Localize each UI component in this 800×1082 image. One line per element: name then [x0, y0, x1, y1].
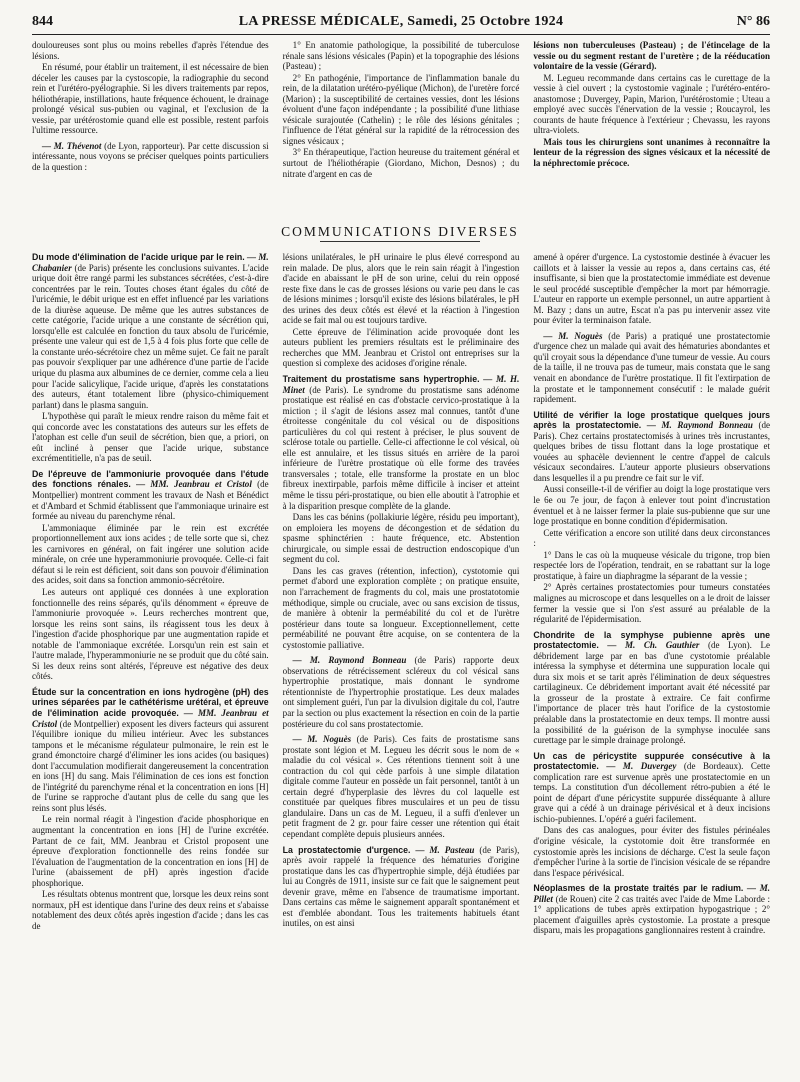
- paragraph: douloureuses sont plus ou moins rebelles d'après l'étendue des lésions.: [32, 40, 269, 61]
- paragraph: 3° En thérapeutique, l'action heureuse du traitement général et surtout de l'héliothérapie (Giordano, Michon, Desnos) ; du nitrate d'argent en cas de: [282, 147, 520, 179]
- journal-title: LA PRESSE MÉDICALE, Samedi, 25 Octobre 1924: [238, 14, 564, 29]
- article-title: Utilité de vérifier la loge prostatique quelques jours après la prostatectomie.: [533, 409, 771, 431]
- paragraph-text: (de Paris). Ces faits de prostatisme sans prostate sont légion et M. Legueu les décrit sous le nom de « maladie du col vésical ». Ces rétentions tiennent soit à une contraction du col qui cède parfois à une simple dilatation digitale comme l'auteur en possède un fait personnel, tantôt à un certain degré d'hyperplasie des lèvres du col laquelle est constituée par quelques fibres musculaires et un peu de tissu glandulaire. Dans un cas de M. Legueu, il a suffi d'enlever un petit fragment de 2 gr. pour faire cesser une rétention qui était cependant complète depuis plusieurs années.: [282, 734, 520, 839]
- paragraph: 2° En pathogénie, l'importance de l'inflammation banale du rein, de la dilatation urétéro-pyélique (Michon), de l'uretère forcé (Marion) ; la susceptibilité de certaines vessies, dont les lésions évoluent d'une façon indépendante ; la possibilité d'une lithiase vésicale surajoutée (Cathelin) ; le rôle des lésions génitales ; l'influence de l'état général sur la rapidité de la rétrocession des signes vésicaux ;: [282, 72, 520, 146]
- article-title: Étude sur la concentration en ions hydrogène (pH) des urines séparées par le cathétérisme urétéral, et épreuve de l'élimination acide provoquée.: [32, 686, 269, 718]
- article-title: Traitement du prostatisme sans hypertrophie.: [282, 374, 480, 385]
- article-title: Néoplasmes de la prostate traités par le radium.: [533, 883, 744, 894]
- author-name: — M. Noguès: [292, 734, 352, 745]
- paragraph: Cette vérification a encore son utilité dans deux circonstances :: [533, 527, 771, 549]
- communications: [32, 252, 770, 1078]
- author-name: — MM. Jeanbrau et Cristol: [32, 707, 269, 729]
- paragraph: Les auteurs ont appliqué ces données à une exploration fonctionnelle des reins séparés, qu'ils dénomment « épreuve de l'ammoniurie provoquée ». Leurs recherches montrent que, lorsque les reins sont sains, ils réagissent tous les deux à l'ingestion d'acide phosphorique par une augmentation rapide et notable de l'ammoniaque excrétée. Lorsqu'un rein est sain et l'autre malade, l'hyperammoniurie ne se produit que du côté sain. Si les deux reins sont altérés, l'épreuve est négative des deux côtés.: [32, 586, 269, 682]
- paragraph: Dans les cas bénins (pollakiurie légère, résidu peu important), on emploiera les moyens de décongestion et de sédation du spasme sphinctérien : haute fréquence, etc. Abstention chirurgicale, ou simple essai de destruction endoscopique d'un segment du col.: [282, 512, 520, 565]
- author-name: — M. Ch. Gauthier: [598, 640, 700, 651]
- paragraph-text: (de Paris). Le syndrome du prostatisme sans adénome prostatique est réalisé en cas d'obstacle cervico-prostatique à la miction ; il s'agit de lésions assez mal connues, tantôt d'une étroitesse congénitale du col vésical ou de dispositions particulières du col qui restent à préciser, le plus souvent de sclérose totale ou partielle. Celle-ci affectionne le col vésical, où elle est annulaire, et les tissus situés en arrière de la paroi inférieure de l'urètre prostatique où elle forme des travées transversales ; totale, elle transforme la prostate en un bloc fibreux inextirpable, parfois même difficile à inciser et atteint même le tissu péri-prostatique, ou bien elle aboutit à l'atrophie et à la disparition presque complète de la glande.: [282, 384, 520, 511]
- main-column-middle: [283, 252, 520, 1078]
- main-column-left: [32, 252, 269, 1078]
- author-name: — M. Raymond Bonneau: [641, 420, 753, 431]
- paragraph: En résumé, pour établir un traitement, il est nécessaire de bien déceler les causes par la cystoscopie, la radiographie du second rein et l'urétéro-pyélographie. Si les divers traitements par repos, héliothérapie, instillations, haute fréquence échouent, le drainage prolongé vésical sus-pubien ou vaginal, et l'exclusion de la vessie, par urétérostomie quand elle est possible, restent parfois l'ultime ressource.: [32, 62, 269, 136]
- paragraph: Dans les cas graves (rétention, infection), cystotomie qui permet d'abord une exploration complète ; on pratique ensuite, non l'arrachement de fragments du col, mais une prostatotomie méthodique, simple ou cruciale, avec ou sans excision de tissus, de manière à obtenir la perméabilité du col et de l'urètre postérieur dans toute sa longueur. Exceptionnellement, cette perméabilité ne pouvant être acquise, on se contentera de la cystostomie palliative.: [282, 565, 520, 650]
- issue-number: N° 86: [736, 14, 770, 29]
- paragraph: Les résultats obtenus montrent que, lorsque les deux reins sont normaux, pH est identique dans l'urine des deux reins et s'abaisse notablement des deux côtés après ingestion d'acide ; dans les cas de: [32, 889, 269, 931]
- top-column-1: [32, 40, 269, 218]
- paragraph-text: (de Rouen) cite 2 cas traités avec l'aide de Mme Laborde : 1° applications de tubes après extirpation hypogastrique ; 2° placement d'aiguilles après cystostomie. La prostate a presque disparu, mais les propagations ganglionnaires restent à craindre.: [533, 893, 771, 936]
- article-title: La prostatectomie d'urgence.: [282, 844, 411, 855]
- paragraph: L'hypothèse qui paraît le mieux rendre raison du même fait et qui concorde avec les constatations des auteurs sur les effets de l'atophan est celle d'un seuil de sécrétion, bien que, a priori, on eût incliné à penser que l'acide urique, substance excrémentitielle, n'a pas de seuil.: [32, 411, 269, 464]
- running-head: [32, 10, 770, 35]
- paragraph-text: (de Paris) présente les conclusions suivantes. L'acide urique doit être rangé parmi les substances sécrétées, c'est-à-dire concentrées par le rein. Toutes choses étant égales du côté de l'uricémie, le débit urique est en effet influencé par les variations de la diurèse aqueuse. De même que les autres substances de cette catégorie, l'acide urique a une constante de sécrétion qui, lorsqu'elle est calculée en fonction du taux absolu de l'uricémie, présente une valeur qui est de 1,5 à 4 fois plus forte que celle de la constante uréo-sécrétoire chez un même sujet. Ce fait ne paraît pas pouvoir s'expliquer par une adhérence d'une partie de l'acide urique du plasma aux albumines de ce dernier, comme cela a lieu pour l'acide salicylique, l'acide urique, d'après les constatations des auteurs, étant totalement libre (physico-chimiquement parlant) dans le plasma sanguin.: [32, 262, 269, 410]
- author-name: — M. Pillet: [533, 883, 771, 904]
- paragraph: Aussi conseille-t-il de vérifier au doigt la loge prostatique vers le 6e ou 7e jour, de façon à enlever tout point d'incrustation éventuel et à ne laisser fermer la plaie sus-pubienne que sur une loge prostatique en bonne condition d'épidermisation.: [533, 484, 771, 527]
- paragraph: 1° Dans le cas où la muqueuse vésicale du trigone, trop bien respectée lors de l'opération, tendrait, en se rabattant sur la loge prostatique, à faire un diaphragme la séparant de la vessie ;: [533, 549, 771, 581]
- author-name: — M. Pasteau: [410, 844, 475, 855]
- paragraph-text: (de Paris), après avoir rappelé la fréquence des hématuries d'origine prostatique dans les cas d'hypertrophie simple, déjà étudiées par lui au Congrès de 1911, insiste sur ce fait que le saignement peut devenir grave, même en l'absence de traumatisme important. Dans certains cas même le saignement apparaît spontanément et est d'emblée abondant. Tous les traitements habituels étant inutiles, on est ainsi: [282, 844, 520, 929]
- main-column-right: [533, 252, 770, 1078]
- paragraph: lésions non tuberculeuses (Pasteau) ; de l'étincelage de la vessie ou du segment restant de l'uretère ; de la rééducation volontaire de la vessie (Gérard).: [533, 40, 771, 72]
- section-divider: [320, 241, 480, 242]
- author-name: — M. Thévenot: [42, 140, 102, 151]
- author-name: — M. Raymond Bonneau: [292, 655, 407, 666]
- paragraph: M. Legueu recommande dans certains cas le curettage de la vessie à ciel ouvert ; la cystostomie vaginale ; l'urétéro-entéro-anastomose ; Duvergey, Papin, Marion, l'urétérostomie ; Uteau a employé avec succès l'énervation de la vessie ; Roucayrol, les courants de haute fréquence à l'extérieur ; Chevassu, les rayons ultra-violets.: [533, 72, 771, 136]
- author-name: — M. Noguès: [543, 330, 603, 341]
- article-title: Chondrite de la symphyse pubienne après une prostatectomie.: [533, 629, 771, 651]
- paragraph: 1° En anatomie pathologique, la possibilité de tuberculose rénale sans lésions vésicales (Papin) et la topographie des lésions (Pasteau) ;: [282, 40, 520, 72]
- article-title: De l'épreuve de l'ammoniurie provoquée dans l'étude des fonctions rénales.: [32, 468, 269, 490]
- section-title: COMMUNICATIONS DIVERSES: [281, 224, 519, 239]
- paragraph-text: (de Lyon, rapporteur). Par cette discussion si intéressante, nous voyons se préciser quelques points particuliers de la question :: [32, 140, 269, 173]
- paragraph: Mais tous les chirurgiens sont unanimes à reconnaître la lenteur de la régression des signes vésicaux et la nécessité de la néphrectomie précoce.: [533, 136, 771, 169]
- paragraph-text: (de Montpellier) montrent comment les travaux de Nash et Bénédict et d'Ambard et Schmid établissent que l'ammoniaque urinaire est formée au niveau du parenchyme rénal.: [32, 479, 269, 522]
- top-column-3: [533, 40, 770, 218]
- continued-discussion: [32, 40, 770, 218]
- paragraph-text: (de Lyon). Le débridement large par en bas d'une cystotomie préalable intéressa la symphyse et détermina une suppuration locale qui dura six mois et se tarit après l'élimination de deux séquestres cartilagineux. Ce débridement important avait été nécessité par la grosseur de la prostate à extraire. Ce fait confirme l'importance de placer très haut l'orifice de la cystostomie préalable dans la prostatectomie en deux temps. Il montre aussi la possibilité de la guérison de la symphyse inoculée sans curettage par le simple drainage prolongé.: [533, 640, 771, 746]
- author-name: — MM. Jeanbrau et Cristol: [130, 479, 252, 490]
- paragraph: L'ammoniaque éliminée par le rein est excrétée proportionnellement aux ions acides ; de telle sorte que si, chez les carnivores en général, on fait ingérer une solution acide minérale, on crée une hyperammoniurie provoquée. Celle-ci fait défaut si le rein est déficient, soit dans son pouvoir d'élimination des acides, soit dans sa fonction ammonio-sécrétoire.: [32, 522, 269, 586]
- paragraph: Le rein normal réagit à l'ingestion d'acide phosphorique en augmentant la concentration en ions [H] de l'urine excrétée. Partant de ce fait, MM. Jeanbrau et Cristol proposent une épreuve d'exploration fonctionnelle des reins fondée sur l'évaluation de l'augmentation de la concentration en ions [H] de l'urine (abaissement de pH) après ingestion d'acide phosphorique.: [32, 814, 269, 888]
- paragraph-text: (de Montpellier) exposent les divers facteurs qui assurent l'équilibre ionique du milieu intérieur. Avec les substances tampons et le mécanisme régulateur pulmonaire, le rein est le grand émonctoire chargé d'éliminer les ions acides (ou basiques) dont l'accumulation modifierait dangereusement la concentration en ions [H] du sang. Mais l'élimination de ces ions est fonction de l'intégrité du parenchyme rénal et la concentration en ions [H] de l'urine se rapproche d'autant plus de celle du sang que les reins sont plus lésés.: [32, 718, 269, 813]
- page-number: 844: [32, 14, 53, 29]
- article-title: Un cas de péricystite suppurée consécutive à la prostatectomie.: [533, 750, 771, 772]
- author-name: — M. Chabanier: [32, 252, 269, 273]
- paragraph: 2° Après certaines prostatectomies pour tumeurs constatées malignes au microscope et dans lesquelles on a le droit de laisser fermer la vessie que si l'on s'est assuré au préalable de la régularité de l'épidermisation.: [533, 582, 771, 625]
- paragraph-text: (de Paris). Chez certains prostatectomisés à urines très incrustantes, quelques bribes de tissu flottant dans la loge prostatique et vouées au sphacèle deviennent le centre d'appel de calculs vésicaux secondaires. L'auteur apporte plusieurs observations dans lesquelles il a pu prendre ce fait sur le vif.: [533, 420, 771, 483]
- paragraph: Cette épreuve de l'élimination acide provoquée dont les auteurs publient les premiers résultats est le préliminaire des recherches que MM. Jeanbrau et Cristol ont entreprises sur la question si complexe des acidoses d'origine rénale.: [282, 326, 520, 369]
- paragraph-text: (de Paris) a pratiqué une prostatectomie d'urgence chez un malade qui avait des hématuries abondantes et qu'il croyait sous la dépendance d'une tumeur de vessie. Au cours de la taille, il ne trouva pas de tumeur, mais constata que le sang venait en abondance de l'urètre prostatique. Il fit l'extirpation de la prostate et le tamponnement consécutif : le malade guérit rapidement.: [533, 330, 771, 405]
- author-name: — M. Duvergey: [598, 761, 677, 772]
- paragraph-text: (de Bordeaux). Cette complication rare est survenue après une prostatectomie en un temps. La constitution d'un décollement rétro-pubien a été le point de départ d'une péricystite suppurée disséquante à allure grave qui a cédé à un drainage périvésical et à deux incisions ischio-pubiennes. L'opéré a guéri facilement.: [533, 761, 771, 824]
- paragraph-text: (de Paris) rapporte deux observations de rétrécissement scléreux du col vésical sans hypertrophie prostatique, mais donnant le syndrome rétentionniste de l'hypertrophie prostatique. Les deux malades ont simplement guéri, l'un par la divulsion digitale du col, l'autre par la section ou plus exactement la résection en coin de la partie postérieure du col sans prostatectomie.: [282, 655, 520, 729]
- paragraph: Dans des cas analogues, pour éviter des fistules périnéales d'origine vésicale, la cystotomie doit être transformée en cystostomie après les incisions de décharge. C'est la seule façon d'empêcher l'urine à la sortie de l'incision vésicale de se répandre dans l'espace périvésical.: [533, 825, 771, 878]
- article-title: Du mode d'élimination de l'acide urique par le rein.: [32, 252, 245, 262]
- top-column-2: [283, 40, 520, 218]
- paragraph: lésions unilatérales, le pH urinaire le plus élevé correspond au rein malade. De plus, alors que le rein sain réagit à l'ingestion d'acide en abaissant le pH de son urine, celui du rein opposé reste fixe dans le cas de grosses lésions ou varie peu dans le cas de lésions minimes ; lorsqu'il existe des lésions bilatérales, le pH des urines des deux côtés est élevé et la réaction à l'ingestion acide se fait mal ou est toujours tardive.: [282, 252, 520, 326]
- paragraph: amené à opérer d'urgence. La cystostomie destinée à évacuer les caillots et à laisser la vessie au repos a, dans certains cas, été insuffisante, si bien que la prostatectomie immédiate est devenue le seul procédé susceptible d'empêcher la mort par hémorragie. L'auteur en rapporte un exemple personnel, un autre appartient à M. Bazy ; dans un autre, Escat n'a pas pu intervenir assez vite pour éviter la terminaison fatale.: [533, 252, 771, 326]
- author-name: — M. H. Minet: [282, 374, 520, 395]
